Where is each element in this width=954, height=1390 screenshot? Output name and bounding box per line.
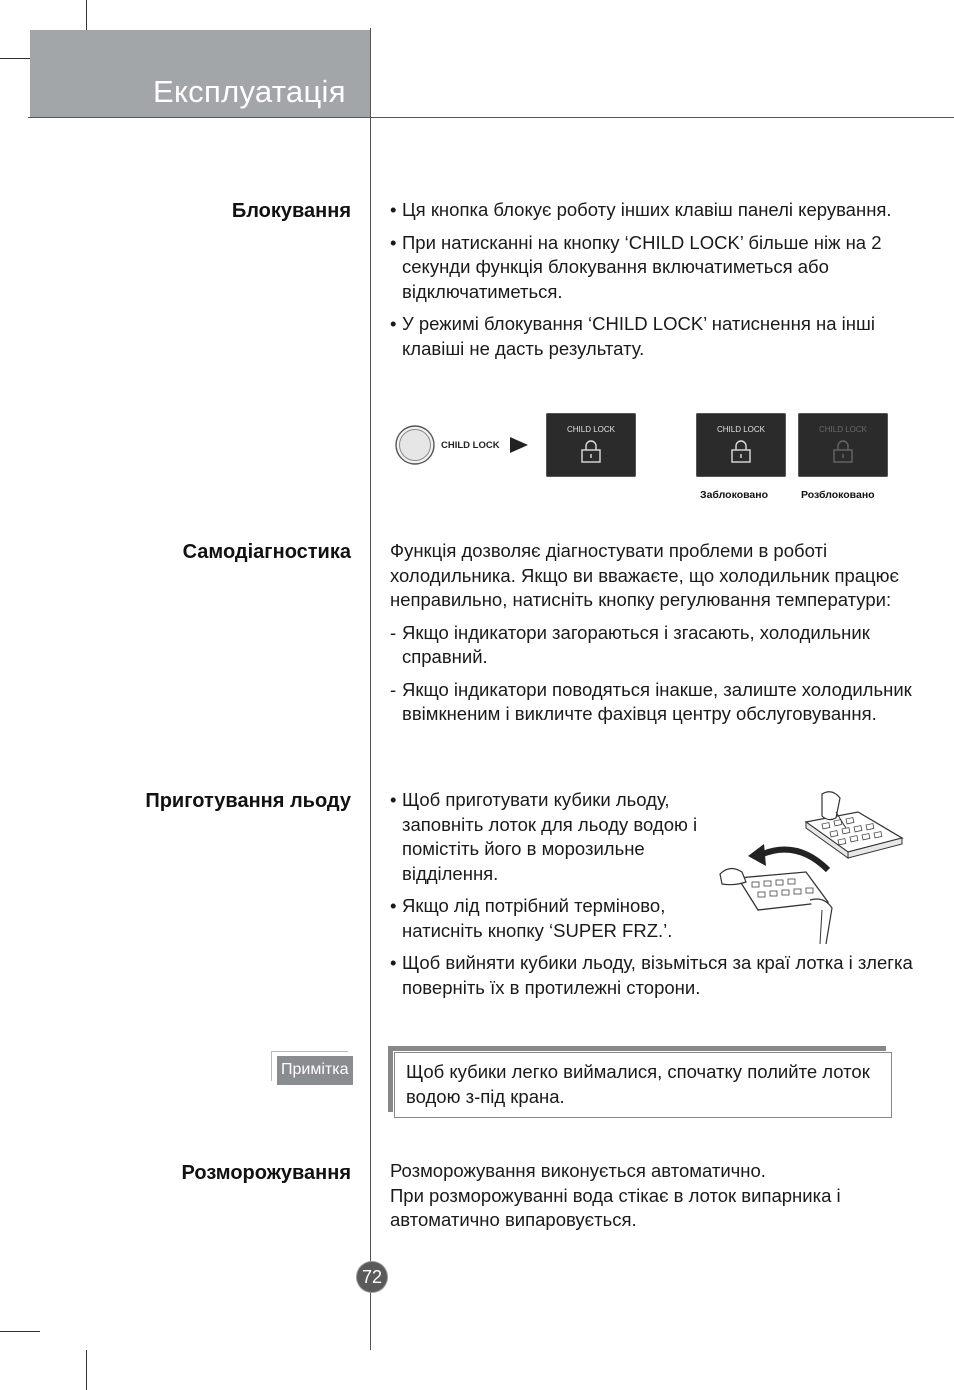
arrow-right-icon bbox=[510, 437, 528, 458]
note-text: Щоб кубики легко виймалися, спочатку полийте лоток водою з-під крана. bbox=[406, 1061, 870, 1107]
child-lock-panel-locked bbox=[696, 413, 786, 477]
section-label-diagnostics: Самодіагностика bbox=[182, 541, 351, 563]
list-item: • Якщо лід потрібний терміново, натисніть кнопку ‘SUPER FRZ.’. bbox=[390, 894, 720, 943]
panel-label: CHILD LOCK bbox=[818, 425, 867, 434]
page-number: 72 bbox=[357, 1262, 387, 1292]
caption-locked: Заблоковано bbox=[700, 489, 769, 501]
caption-unlocked: Розблоковано bbox=[801, 489, 875, 501]
section-label-lock: Блокування bbox=[231, 200, 351, 222]
list-item: • Ця кнопка блокує роботу інших клавіш панелі керування. bbox=[390, 198, 910, 223]
list-item: • Щоб вийняти кубики льоду, візьміться за краї лотка і злегка поверніть їх в протилежні сторони. bbox=[390, 951, 922, 1000]
note-box bbox=[394, 1052, 892, 1118]
list-item: - Якщо індикатори загораються і згасають, холодильник справний. bbox=[390, 621, 930, 670]
defrost-line: Розморожування виконується автоматично. bbox=[390, 1160, 766, 1181]
lock-bullets bbox=[390, 198, 910, 361]
defrost-line: При розморожуванні вода стікає в лоток випарника і автоматично випаровується. bbox=[390, 1184, 841, 1230]
note-box-shadow bbox=[388, 1046, 886, 1051]
section-label-ice: Приготування льоду bbox=[145, 790, 351, 812]
child-lock-button-icon bbox=[395, 425, 435, 465]
crop-mark bbox=[0, 1331, 40, 1332]
diagnostics-intro: Функція дозволяє діагностувати проблеми в роботі холодильника. Якщо ви вважаєте, що холодильник працює неправильно, натисніть кнопку регулювання температури: bbox=[390, 540, 899, 610]
column-divider bbox=[370, 28, 371, 1350]
ice-tray-illustration bbox=[718, 790, 908, 948]
lock-icon bbox=[729, 439, 753, 463]
panel-label: CHILD LOCK bbox=[566, 425, 615, 434]
child-lock-button-label: CHILD LOCK bbox=[441, 440, 500, 451]
lock-icon bbox=[579, 439, 603, 463]
defrost-body bbox=[390, 1159, 910, 1233]
list-item: • Щоб приготувати кубики льоду, заповніть лоток для льоду водою і помістіть його в морозильне відділення. bbox=[390, 788, 720, 886]
note-label: Примітка bbox=[281, 1061, 349, 1078]
diagnostics-body bbox=[390, 539, 930, 727]
child-lock-panel-unlocked bbox=[798, 413, 888, 477]
crop-mark bbox=[86, 0, 87, 30]
header-rule bbox=[28, 117, 954, 118]
panel-label: CHILD LOCK bbox=[716, 425, 765, 434]
section-label-defrost: Розморожування bbox=[181, 1162, 351, 1184]
page-title: Експлуатація bbox=[153, 74, 346, 109]
lock-icon bbox=[831, 439, 855, 463]
list-item: • У режимі блокування ‘CHILD LOCK’ натиснення на інші клавіші не дасть результату. bbox=[390, 312, 902, 361]
note-box-shadow bbox=[388, 1046, 393, 1112]
crop-mark bbox=[86, 1350, 87, 1390]
list-item: - Якщо індикатори поводяться інакше, залиште холодильник ввімкненим і викличте фахівця центру обслуговування. bbox=[390, 678, 912, 727]
child-lock-panel bbox=[546, 413, 636, 477]
list-item: • При натисканні на кнопку ‘CHILD LOCK’ більше ніж на 2 секунди функція блокування включатиметься або відключатиметься. bbox=[390, 231, 902, 305]
